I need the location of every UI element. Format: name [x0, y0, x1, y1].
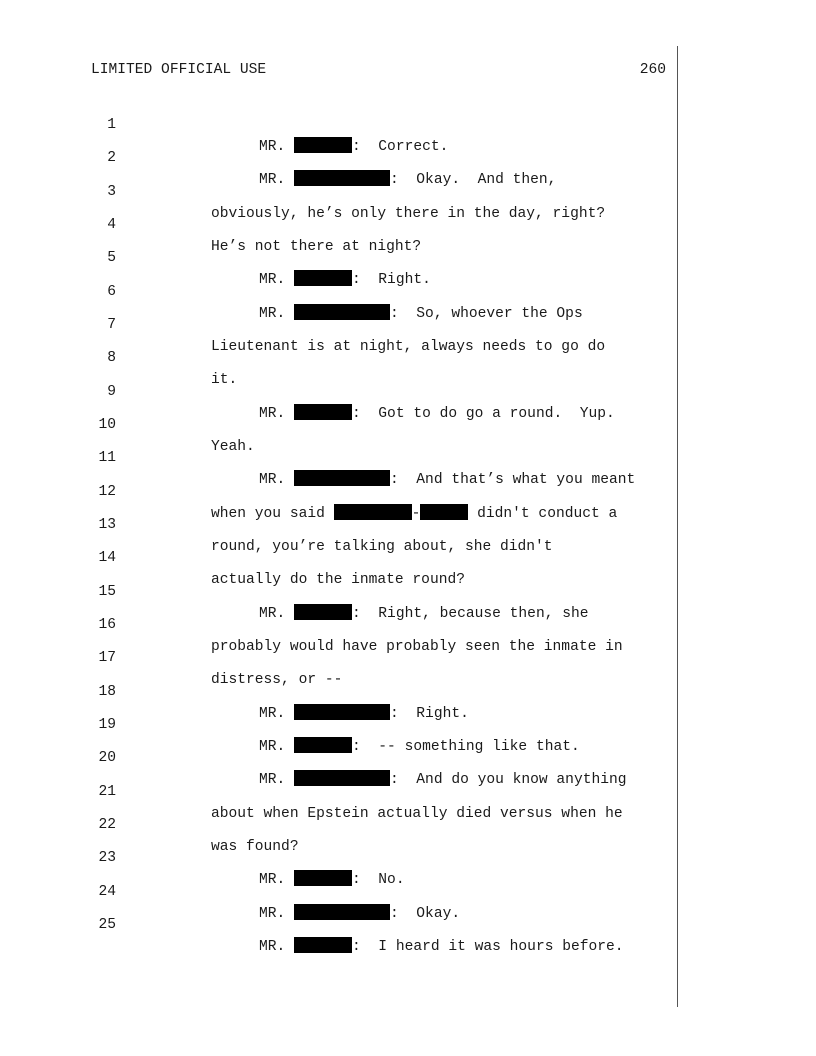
- line-number: 18: [98, 684, 116, 700]
- line-text: when you said - didn't conduct a: [211, 506, 618, 522]
- line-text: was found?: [211, 839, 299, 855]
- line-text: MR. : So, whoever the Ops: [259, 306, 583, 322]
- line-text: MR. : Right.: [259, 272, 431, 288]
- transcript-line: [0, 259, 677, 322]
- line-text: MR. : No.: [259, 872, 405, 888]
- line-text: it.: [211, 372, 238, 388]
- line-number: 12: [98, 484, 116, 500]
- line-text: Yeah.: [211, 439, 255, 455]
- transcript-line: [0, 592, 677, 655]
- line-number: 10: [98, 417, 116, 433]
- line-text: He’s not there at night?: [211, 239, 422, 255]
- line-text: MR. : And do you know anything: [259, 772, 627, 788]
- transcript-line: [0, 292, 677, 355]
- line-text: MR. : -- something like that.: [259, 739, 580, 755]
- transcript-line: [0, 892, 677, 955]
- transcript-line: [0, 725, 677, 788]
- line-number: 11: [98, 450, 116, 466]
- line-number: 21: [98, 784, 116, 800]
- transcript-line: [0, 159, 677, 222]
- line-text: MR. : Right.: [259, 706, 469, 722]
- line-text: MR. : Got to do go a round. Yup.: [259, 406, 615, 422]
- transcript-line: [0, 125, 677, 188]
- line-number: 25: [98, 917, 116, 933]
- transcript-line: [0, 359, 677, 422]
- line-number: 16: [98, 617, 116, 633]
- transcript-line: [0, 859, 677, 922]
- line-number: 22: [98, 817, 116, 833]
- line-text: MR. : I heard it was hours before.: [259, 939, 624, 955]
- transcript-line: [0, 625, 677, 688]
- transcript-line: [0, 525, 677, 588]
- line-number: 1: [107, 117, 116, 133]
- header-classification: LIMITED OFFICIAL USE: [91, 62, 267, 78]
- line-text: about when Epstein actually died versus when he: [211, 806, 623, 822]
- line-number: 15: [98, 584, 116, 600]
- line-number: 7: [107, 317, 116, 333]
- line-number: 17: [98, 650, 116, 666]
- line-text: MR. : Okay.: [259, 906, 461, 922]
- right-margin-rule: [677, 46, 678, 1007]
- line-number: 8: [107, 350, 116, 366]
- transcript-line: [0, 692, 677, 755]
- redaction-box: [294, 937, 352, 953]
- line-number: 2: [107, 150, 116, 166]
- line-text: distress, or --: [211, 672, 343, 688]
- line-number: 24: [98, 884, 116, 900]
- transcript-line: [0, 92, 677, 155]
- line-number: 3: [107, 184, 116, 200]
- line-text: round, you’re talking about, she didn't: [211, 539, 553, 555]
- transcript-line: [0, 459, 677, 522]
- line-text: probably would have probably seen the inmate in: [211, 639, 623, 655]
- transcript-line: [0, 192, 677, 255]
- line-number: 14: [98, 550, 116, 566]
- line-number: 6: [107, 284, 116, 300]
- transcript-line: [0, 559, 677, 622]
- transcript-line: [0, 492, 677, 555]
- transcript-line: [0, 659, 677, 722]
- transcript-line: [0, 225, 677, 288]
- line-number: 9: [107, 384, 116, 400]
- transcript-line: [0, 792, 677, 855]
- line-number: 13: [98, 517, 116, 533]
- transcript-line: [0, 392, 677, 455]
- line-text: actually do the inmate round?: [211, 572, 465, 588]
- line-number: 5: [107, 250, 116, 266]
- transcript-line: [0, 325, 677, 388]
- line-text: MR. : Right, because then, she: [259, 606, 589, 622]
- transcript-line: [0, 425, 677, 488]
- line-number: 23: [98, 850, 116, 866]
- transcript-line: [0, 825, 677, 888]
- transcript-line: [0, 759, 677, 822]
- line-text: MR. : Okay. And then,: [259, 172, 557, 188]
- line-text: Lieutenant is at night, always needs to go do: [211, 339, 606, 355]
- line-text: MR. : And that’s what you meant: [259, 472, 636, 488]
- line-text: obviously, he’s only there in the day, right?: [211, 206, 606, 222]
- line-text: MR. : Correct.: [259, 139, 449, 155]
- line-number: 20: [98, 750, 116, 766]
- line-number: 19: [98, 717, 116, 733]
- line-number: 4: [107, 217, 116, 233]
- header-page-number: 260: [639, 62, 666, 78]
